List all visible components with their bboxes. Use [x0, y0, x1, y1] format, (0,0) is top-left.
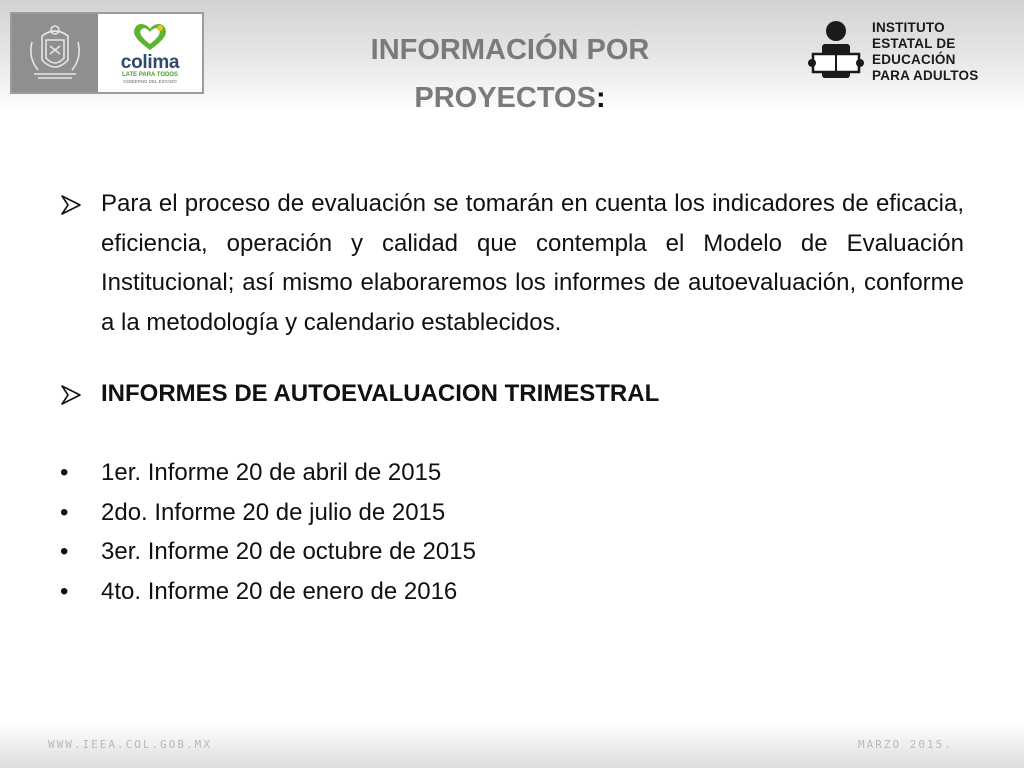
heart-icon: [130, 22, 170, 52]
list-item-text: 2do. Informe 20 de julio de 2015: [101, 498, 446, 526]
ieea-line-2: ESTATAL DE: [872, 36, 956, 51]
ieea-line-1: INSTITUTO: [872, 20, 945, 35]
arrow-bullet-icon: [60, 194, 82, 216]
bullet-dot: •: [60, 498, 69, 526]
colima-sub: GOBIERNO DEL ESTADO: [123, 78, 177, 84]
footer-date: MARZO 2015.: [858, 738, 953, 751]
list-item: [60, 532, 964, 572]
footer-website: WWW.IEEA.COL.GOB.MX: [48, 738, 212, 751]
colima-tagline: LATE PARA TODOS: [121, 71, 179, 78]
coat-of-arms-icon: [12, 14, 98, 92]
title-colon: :: [595, 82, 606, 114]
list-item: [60, 453, 964, 493]
paragraph-item: [60, 184, 964, 342]
slide-content: [60, 184, 964, 611]
title-line-2: [300, 74, 720, 122]
ieea-line-4: PARA ADULTOS: [872, 68, 979, 83]
section-heading: INFORMES DE AUTOEVALUACION TRIMESTRAL: [101, 380, 660, 407]
title-line-2-text: PROYECTOS: [414, 82, 596, 114]
paragraph-text: Para el proceso de evaluación se tomarán en cuenta los indicadores de eficacia, eficiencia, operación y calidad que contempla el Modelo de Evaluación Institucional; así mismo elaboraremos los informes de autoevaluación, conforme a la metodología y calendario establecidos.: [101, 190, 964, 336]
page-title: [300, 26, 720, 122]
list-item: [60, 572, 964, 612]
list-item-text: 1er. Informe 20 de abril de 2015: [101, 459, 442, 486]
reader-icon: [808, 20, 864, 84]
arrow-bullet-icon: [60, 384, 82, 406]
report-list: [60, 453, 964, 611]
colima-logo: [10, 12, 204, 94]
list-item-text: 4to. Informe 20 de enero de 2016: [101, 577, 458, 605]
list-item: [60, 493, 964, 533]
ieea-name: [872, 20, 978, 84]
colima-brand: [98, 14, 202, 92]
title-line-1: INFORMACIÓN POR: [370, 34, 650, 66]
heading-item: [60, 374, 964, 413]
bullet-dot: •: [60, 577, 69, 605]
ieea-line-3: EDUCACIÓN: [872, 52, 956, 67]
colima-word: colima: [120, 51, 180, 73]
bullet-dot: •: [60, 459, 69, 486]
bullet-dot: •: [60, 538, 69, 565]
ieea-logo: [808, 12, 1008, 92]
list-item-text: 3er. Informe 20 de octubre de 2015: [101, 538, 476, 565]
